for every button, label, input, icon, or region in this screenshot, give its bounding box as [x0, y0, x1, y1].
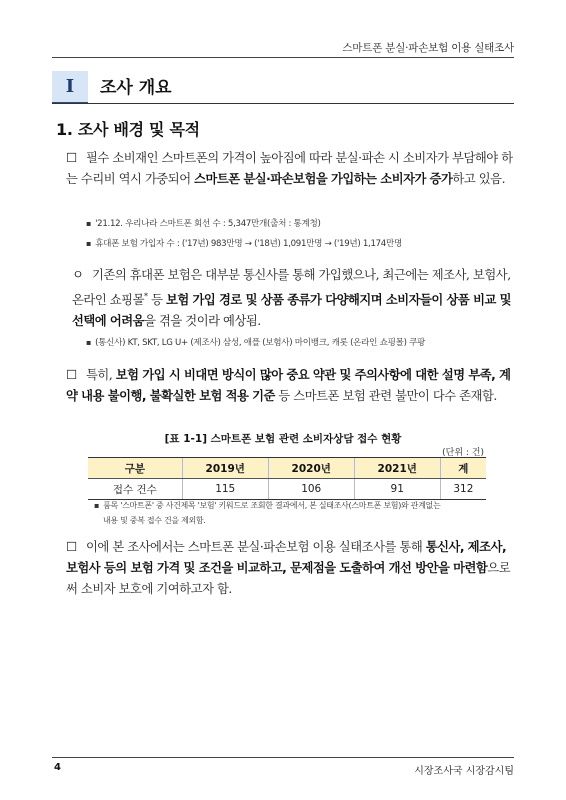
checkbox-bullet-icon: ☐ [66, 151, 77, 165]
paragraph-background [66, 148, 516, 190]
footnote-item [86, 216, 321, 232]
section-title: 조사 개요 [100, 78, 172, 98]
consultation-table [88, 457, 486, 500]
paragraph-text: 을 겪을 것이라 예상됨. [144, 314, 261, 329]
table-unit: (단위 : 건) [442, 448, 484, 458]
paragraph-emphasis: 통신사, 제조사, 보험사 등의 보험 가격 및 조건을 비교하고, 문제점을 도출하여 개선 방안을 마련함 [66, 540, 507, 575]
footnote-text: (통신사) KT, SKT, LG U+ (제조사) 삼성, 애플 (보험사) 마이뱅크, 캐롯 (온라인 쇼핑몰) 쿠팡 [95, 338, 426, 348]
table-header-cell: 2021년 [354, 458, 440, 479]
paragraph-emphasis: 보험 가입 시 비대면 방식이 많아 중요 약관 및 주의사항에 대한 설명 부족, 계약 내용 불이행, 불확실한 보험 적용 기준 [66, 368, 511, 403]
table-header-cell: 구분 [88, 458, 182, 479]
table-cell: 312 [440, 479, 486, 500]
checkbox-bullet-icon: ☐ [66, 368, 77, 382]
paragraph-text: 등 스마트폰 보험 관련 불만이 다수 존재함. [274, 389, 497, 403]
bullet-icon: ▪ [86, 219, 92, 228]
footnote-text: 품목 '스마트폰' 중 사건제목 '보험' 키워드로 조회한 결과에서, 본 실태조사(스마트폰 보험)와 관계없는 [103, 501, 441, 510]
bullet-icon: ▪ [94, 501, 100, 510]
footnote-text: '21.12. 우리나라 스마트폰 회선 수 : 5,347만개(출처 : 통계청) [95, 219, 321, 229]
subheading: 1. 조사 배경 및 목적 [56, 120, 200, 139]
bullet-icon: ▪ [86, 338, 92, 347]
table-cell: 115 [182, 479, 268, 500]
paragraph-complaints [66, 365, 516, 407]
paragraph-emphasis: 보험 가입 경로 및 상품 종류가 다양해지며 소비자들이 상품 비교 및 선택에 어려움 [72, 293, 512, 329]
footnote-item [86, 236, 402, 252]
paragraph-text: 특히, [86, 368, 116, 382]
table-cell: 91 [354, 479, 440, 500]
footnote-marker: * [144, 292, 148, 301]
paragraph-text: 필수 소비재인 스마트폰의 가격이 높아짐에 따라 분실·파손 시 소비자가 부담해야 하는 수리비 역시 가중되어 [66, 151, 513, 186]
section-number-badge: Ⅰ [52, 71, 88, 104]
paragraph-purpose [66, 537, 516, 600]
table-header-cell: 2019년 [182, 458, 268, 479]
paragraph-text: 등 [147, 293, 166, 308]
footnote-text: 내용 및 중복 접수 건을 제외함. [103, 516, 206, 525]
table-header-cell: 계 [440, 458, 486, 479]
table-header-row [88, 458, 486, 479]
table-header-cell: 2020년 [268, 458, 354, 479]
paragraph-text: 기존의 휴대폰 보험은 대부분 통신사를 통해 가입했으나, 최근에는 제조사, 보험사, 온라인 쇼핑몰 [72, 268, 511, 308]
page-number: 4 [54, 762, 61, 773]
paragraph-text: 으로써 소비자 보호에 기여하고자 함. [66, 561, 511, 596]
table-cell: 106 [268, 479, 354, 500]
footer-organization: 시장조사국 시장감시팀 [414, 766, 514, 777]
paragraph-text: 이에 본 조사에서는 스마트폰 분실·파손보험 이용 실태조사를 통해 [86, 540, 426, 554]
circle-bullet-icon: ㅇ [72, 268, 84, 282]
table-row [88, 479, 486, 500]
checkbox-bullet-icon: ☐ [66, 540, 77, 554]
paragraph-channels [72, 265, 516, 332]
footnote-item [86, 335, 425, 351]
running-header: 스마트폰 분실·파손보험 이용 실태조사 [342, 42, 514, 54]
table-caption: [표 1-1] 스마트폰 보험 관련 소비자상담 접수 현황 [164, 433, 402, 445]
header-divider [52, 57, 514, 58]
bullet-icon: ▪ [86, 239, 92, 248]
footnote-text: 휴대폰 보험 가입자 수 : ('17년) 983만명 → ('18년) 1,091만명 → ('19년) 1,174만명 [95, 239, 402, 249]
paragraph-text: 하고 있음. [452, 172, 506, 186]
table-cell: 접수 건수 [88, 479, 182, 500]
section-divider [52, 103, 514, 104]
footer-divider [52, 757, 514, 758]
paragraph-emphasis: 스마트폰 분실·파손보험을 가입하는 소비자가 증가 [194, 172, 453, 186]
table-footnote [94, 498, 494, 528]
